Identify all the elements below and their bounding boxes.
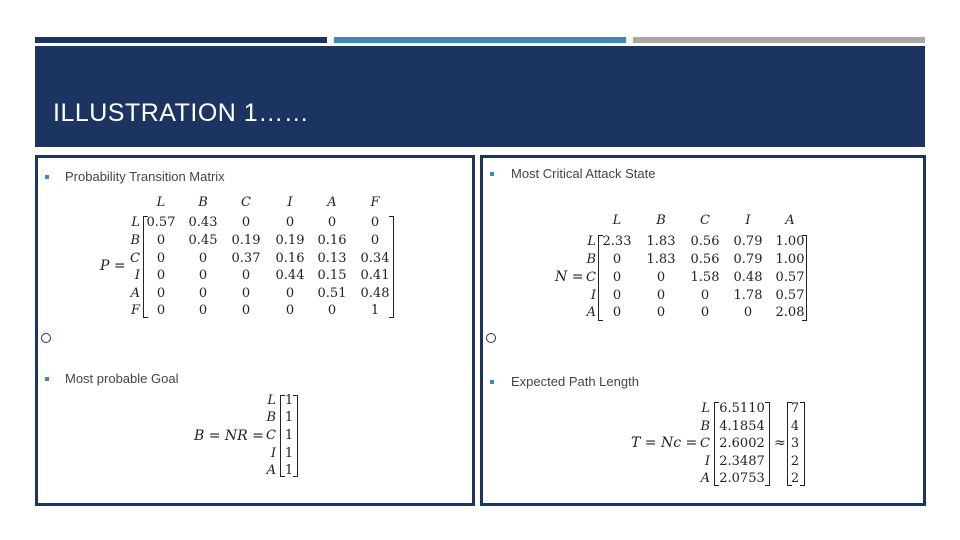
vector-cell: 1 (284, 393, 294, 408)
matrix-row-label: A (130, 286, 140, 301)
matrix-cell: 0.45 (188, 233, 218, 248)
vector-cell: 1 (284, 463, 294, 478)
matrix-cell: 0.79 (733, 234, 763, 249)
matrix-cell: 0 (198, 268, 208, 283)
matrix-row-label: C (586, 270, 596, 285)
matrix-cell: 0 (156, 303, 166, 318)
matrix-cell: 0 (700, 305, 710, 320)
matrix-cell: 1.83 (646, 252, 676, 267)
matrix-cell: 0.57 (146, 215, 176, 230)
vector-row-label: C (700, 436, 710, 451)
matrix-col-header: I (745, 213, 751, 228)
matrix-cell: 0 (656, 270, 666, 285)
vector-row-label: L (701, 401, 710, 416)
matrix-cell: 0.56 (690, 252, 720, 267)
matrix-cell: 0 (198, 286, 208, 301)
matrix-cell: 0 (656, 305, 666, 320)
vector-cell: 1 (284, 410, 294, 425)
matrix-cell: 0 (285, 286, 295, 301)
matrix-cell: 0.19 (231, 233, 261, 248)
vector-cell: 2.0753 (719, 471, 765, 486)
matrix-cell: 0 (241, 286, 251, 301)
matrix-cell: 0.13 (317, 251, 347, 266)
matrix-cell: 0.43 (188, 215, 218, 230)
path-length-heading: Expected Path Length (511, 374, 639, 389)
matrix-cell: 0 (612, 288, 622, 303)
matrix-row-label: B (130, 233, 140, 248)
approx-sign: ≈ (774, 435, 786, 451)
matrix-cell: 2.33 (602, 234, 632, 249)
matrix-col-header: B (656, 213, 666, 228)
transition-matrix-heading: Probability Transition Matrix (65, 169, 225, 184)
matrix-cell: 0.79 (733, 252, 763, 267)
rounded-cell: 4 (790, 419, 800, 434)
vector-bracket-left (714, 402, 719, 486)
rounded-cell: 2 (790, 454, 800, 469)
matrix-cell: 0.57 (775, 288, 805, 303)
matrix-cell: 0 (285, 303, 295, 318)
matrix-cell: 0 (156, 286, 166, 301)
vector-row-label: C (266, 428, 276, 443)
matrix-cell: 0 (241, 268, 251, 283)
matrix-cell: 0.34 (360, 251, 390, 266)
matrix-cell: 0 (198, 303, 208, 318)
matrix-cell: 0 (656, 288, 666, 303)
vector-cell: 1 (284, 446, 294, 461)
matrix-cell: 2.08 (775, 305, 805, 320)
matrix-cell: 0 (241, 215, 251, 230)
matrix-name: P = (100, 258, 126, 274)
matrix-cell: 0 (370, 215, 380, 230)
matrix-row-label: B (586, 252, 596, 267)
matrix-cell: 0.57 (775, 270, 805, 285)
matrix-cell: 0.41 (360, 268, 390, 283)
matrix-col-header: B (198, 195, 208, 210)
matrix-cell: 0 (612, 270, 622, 285)
matrix-col-header: C (700, 213, 710, 228)
matrix-cell: 0.56 (690, 234, 720, 249)
matrix-cell: 0 (156, 251, 166, 266)
matrix-cell: 0 (156, 268, 166, 283)
matrix-cell: 0 (612, 252, 622, 267)
matrix-cell: 1.00 (775, 252, 805, 267)
matrix-name: N = (555, 269, 584, 285)
matrix-cell: 0.37 (231, 251, 261, 266)
matrix-cell: 0.16 (317, 233, 347, 248)
matrix-cell: 0.15 (317, 268, 347, 283)
matrix-col-header: I (287, 195, 293, 210)
matrix-col-header: A (785, 213, 795, 228)
vector-row-label: A (266, 463, 276, 478)
matrix-cell: 0.44 (275, 268, 305, 283)
matrix-cell: 1.78 (733, 288, 763, 303)
matrix-col-header: L (612, 213, 622, 228)
matrix-cell: 0 (198, 251, 208, 266)
slide-title: ILLUSTRATION 1…… (53, 99, 310, 127)
vector-row-label: L (267, 393, 276, 408)
vector-cell: 4.1854 (719, 419, 765, 434)
matrix-cell: 0 (700, 288, 710, 303)
matrix-cell: 0 (612, 305, 622, 320)
matrix-cell: 0 (327, 215, 337, 230)
vector-row-label: A (700, 471, 710, 486)
matrix-row-label: L (131, 215, 140, 230)
matrix-row-label: I (590, 288, 596, 303)
matrix-cell: 0 (156, 233, 166, 248)
matrix-row-label: F (130, 303, 140, 318)
rounded-cell: 7 (790, 401, 800, 416)
matrix-col-header: F (370, 195, 380, 210)
matrix-row-label: L (587, 234, 596, 249)
vector-row-label: I (704, 454, 710, 469)
vector-cell: 2.3487 (719, 454, 765, 469)
probable-goal-heading: Most probable Goal (65, 371, 179, 386)
matrix-cell: 0.19 (275, 233, 305, 248)
matrix-cell: 0 (370, 233, 380, 248)
matrix-cell: 0 (241, 303, 251, 318)
matrix-cell: 0 (327, 303, 337, 318)
critical-state-heading: Most Critical Attack State (511, 166, 656, 181)
matrix-cell: 0.16 (275, 251, 305, 266)
matrix-row-label: I (134, 268, 140, 283)
matrix-row-label: A (586, 305, 596, 320)
vector-row-label: B (700, 419, 710, 434)
matrix-col-header: C (241, 195, 251, 210)
matrix-row-label: C (130, 251, 140, 266)
vector-row-label: B (266, 410, 276, 425)
rounded-cell: 3 (790, 436, 800, 451)
matrix-cell: 0.51 (317, 286, 347, 301)
matrix-col-header: A (327, 195, 337, 210)
vector-name: B = NR = (194, 428, 264, 444)
matrix-cell: 1 (370, 303, 380, 318)
vector-cell: 1 (284, 428, 294, 443)
matrix-cell: 0 (285, 215, 295, 230)
matrix-cell: 0.48 (733, 270, 763, 285)
vector-bracket-right (765, 402, 770, 486)
vector-row-label: I (270, 446, 276, 461)
matrix-cell: 0.48 (360, 286, 390, 301)
vector-cell: 6.5110 (719, 401, 765, 416)
vector-name: T = Nc = (631, 435, 698, 451)
vector-cell: 2.6002 (719, 436, 765, 451)
rounded-cell: 2 (790, 471, 800, 486)
matrix-cell: 1.83 (646, 234, 676, 249)
matrix-col-header: L (156, 195, 166, 210)
matrix-cell: 0 (743, 305, 753, 320)
matrix-cell: 1.00 (775, 234, 805, 249)
matrix-cell: 1.58 (690, 270, 720, 285)
